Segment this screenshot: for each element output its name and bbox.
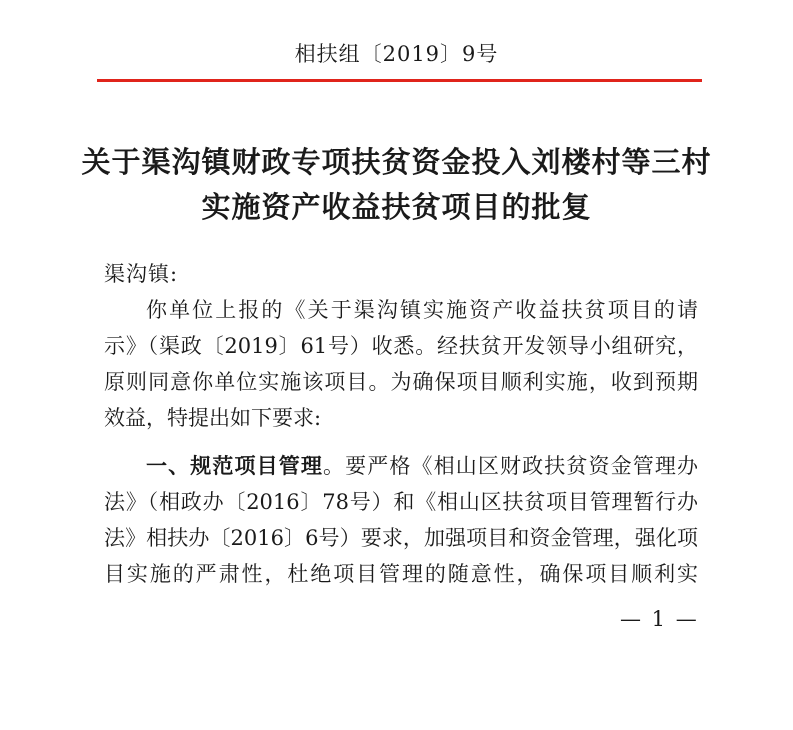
paragraph-2-line-1 xyxy=(104,448,698,484)
paragraph-1-line-2: 示》（渠政〔2019〕61号）收悉。经扶贫开发领导小组研究， xyxy=(104,334,698,358)
paragraph-1-line-4: 效益，特提出如下要求: xyxy=(104,406,322,430)
paragraph-1-line-1: 你单位上报的《关于渠沟镇实施资产收益扶贫项目的请 xyxy=(146,298,698,322)
body-paragraph-2 xyxy=(104,448,698,592)
page-number: — 1 — xyxy=(620,607,699,631)
salutation: 渠沟镇: xyxy=(104,262,179,286)
paragraph-2-line-4: 目实施的严肃性，杜绝项目管理的随意性，确保项目顺利实 xyxy=(104,562,698,586)
title-line-1: 关于渠沟镇财政专项扶贫资金投入刘楼村等三村 xyxy=(81,145,712,179)
document-number: 相扶组〔2019〕9号 xyxy=(294,42,499,66)
body-paragraph-1 xyxy=(104,292,698,436)
document-title xyxy=(0,140,793,230)
paragraph-1-line-3: 原则同意你单位实施该项目。为确保项目顺利实施，收到预期 xyxy=(104,370,698,394)
paragraph-2-line-2: 法》（相政办〔2016〕78号）和《相山区扶贫项目管理暂行办 xyxy=(104,490,698,514)
red-header-rule xyxy=(97,79,702,82)
paragraph-2-line-1-text: 。要严格《相山区财政扶贫资金管理办 xyxy=(323,454,698,478)
paragraph-2-line-3: 法》相扶办〔2016〕6号）要求，加强项目和资金管理，强化项 xyxy=(104,526,698,550)
section-heading-1: 一、规范项目管理 xyxy=(146,454,323,478)
title-line-2: 实施资产收益扶贫项目的批复 xyxy=(201,190,592,224)
